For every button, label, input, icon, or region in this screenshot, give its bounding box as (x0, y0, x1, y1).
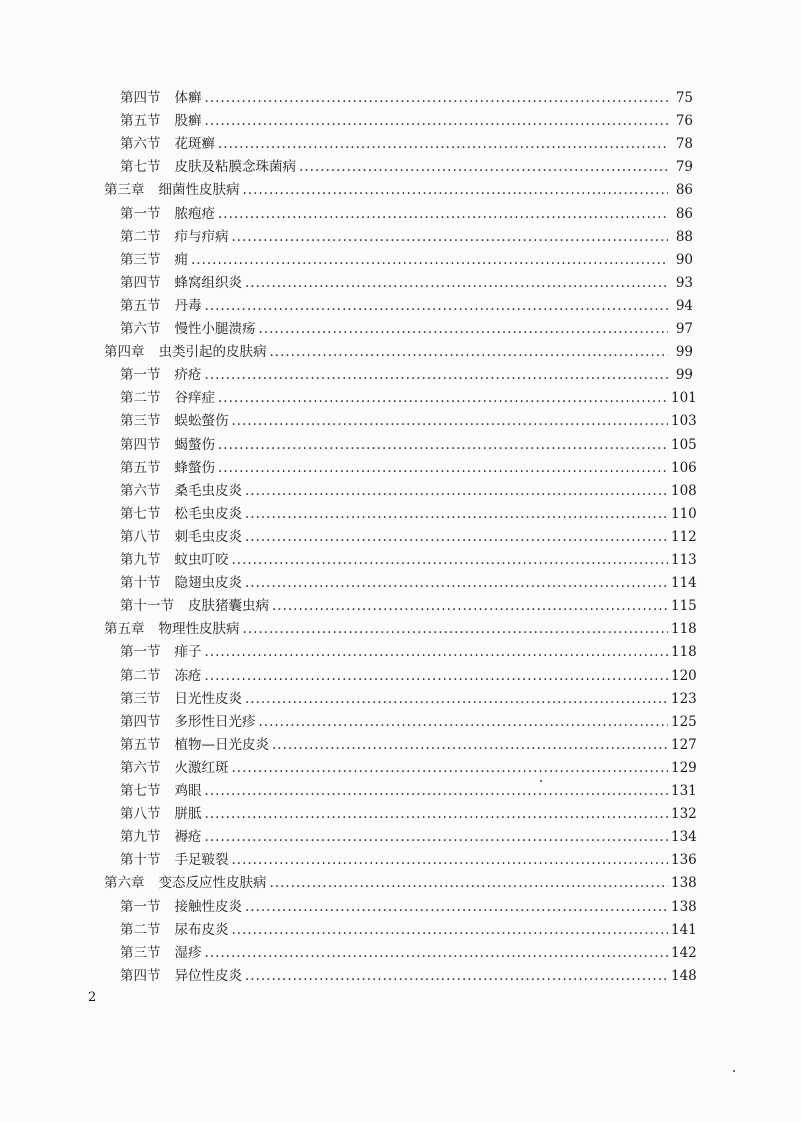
toc-section-row (120, 827, 697, 847)
toc-entry-number: 第六节 (120, 482, 161, 499)
toc-section-row (120, 758, 697, 778)
toc-section-row (120, 157, 693, 177)
toc-section-row (120, 273, 693, 293)
toc-section-row (120, 596, 697, 616)
toc-entry-number: 第四节 (120, 90, 161, 106)
toc-entry-page: 115 (671, 598, 697, 615)
toc-entry-page: 78 (675, 136, 693, 153)
toc-section-row (120, 296, 693, 316)
toc-entry-number: 第六节 (120, 321, 161, 337)
toc-leader-dots (272, 596, 668, 616)
toc-entry-title: 蜈蚣螫伤 (174, 413, 229, 430)
page-number: 2 (88, 990, 97, 1005)
toc-entry-number: 第五节 (120, 459, 161, 476)
toc-entry-page: 129 (671, 759, 697, 776)
toc-entry-number: 第八节 (120, 528, 161, 545)
toc-entry-page: 105 (671, 436, 697, 453)
toc-section-row (120, 642, 697, 662)
toc-section-row (120, 666, 697, 686)
toc-entry-page: 101 (671, 390, 697, 407)
toc-entry-page: 94 (675, 297, 693, 314)
toc-leader-dots (232, 411, 669, 431)
toc-entry-page: 125 (671, 713, 697, 730)
toc-entry-title: 松毛虫皮炎 (174, 505, 242, 522)
toc-entry-title: 异位性皮炎 (174, 967, 242, 984)
toc-section-row (120, 365, 693, 385)
toc-leader-dots (205, 827, 669, 847)
toc-entry-number: 第三章 (104, 182, 145, 199)
toc-entry-title: 皮肤及粘膜念珠菌病 (174, 159, 296, 176)
toc-chapter-row (104, 619, 697, 639)
toc-entry-page: 76 (675, 113, 693, 130)
toc-entry-page: 112 (671, 528, 697, 545)
toc-entry-number: 第四节 (120, 274, 161, 291)
toc-section-row (120, 712, 697, 732)
toc-entry-title: 变态反应性皮肤病 (158, 875, 267, 892)
scan-speck (733, 1070, 735, 1072)
toc-entry-title: 蜂窝组织炎 (174, 274, 242, 291)
toc-entry-title: 火激红斑 (174, 759, 229, 776)
toc-leader-dots (232, 550, 669, 570)
toc-entry-page: 131 (671, 783, 697, 799)
toc-entry-number: 第五章 (104, 621, 145, 638)
toc-entry-number: 第八节 (120, 806, 161, 823)
toc-leader-dots (218, 435, 668, 455)
toc-entry-title: 疖与疖病 (174, 228, 229, 245)
toc-entry-page: 123 (671, 690, 697, 707)
toc-entry-title: 股癣 (174, 113, 202, 130)
toc-entry-number: 第一节 (120, 644, 161, 661)
toc-entry-number: 第四节 (120, 436, 161, 453)
toc-entry-title: 痱子 (174, 644, 202, 661)
toc-entry-number: 第七节 (120, 505, 161, 522)
toc-section-row (120, 481, 697, 501)
toc-entry-title: 褥疮 (174, 829, 202, 846)
toc-section-row (120, 227, 693, 247)
toc-entry-number: 第九节 (120, 829, 161, 846)
toc-section-row (120, 435, 697, 455)
toc-entry-number: 第二节 (120, 921, 161, 938)
toc-entry-number: 第六章 (104, 875, 145, 892)
toc-leader-dots (270, 342, 669, 362)
toc-section-row (120, 943, 697, 963)
toc-leader-dots (245, 481, 668, 501)
toc-entry-number: 第二节 (120, 390, 161, 407)
toc-section-row (120, 411, 697, 431)
toc-entry-number: 第十一节 (120, 598, 174, 615)
toc-leader-dots (218, 204, 668, 224)
toc-leader-dots (245, 689, 668, 709)
toc-section-row (120, 850, 697, 870)
toc-leader-dots (218, 458, 668, 478)
scan-speck (540, 780, 542, 782)
toc-entry-page: 90 (675, 251, 693, 268)
toc-entry-page: 134 (671, 829, 697, 846)
toc-entry-page: 141 (671, 921, 697, 938)
toc-leader-dots (191, 250, 668, 270)
toc-leader-dots (205, 943, 669, 963)
toc-leader-dots (259, 712, 669, 732)
toc-leader-dots (205, 781, 669, 801)
toc-section-row (120, 204, 693, 224)
toc-entry-number: 第三节 (120, 251, 161, 268)
toc-entry-title: 多形性日光疹 (174, 713, 256, 730)
toc-leader-dots (205, 666, 669, 686)
toc-entry-title: 皮肤猪囊虫病 (188, 598, 269, 615)
toc-section-row (120, 920, 697, 940)
toc-entry-number: 第一节 (120, 205, 161, 222)
toc-entry-number: 第三节 (120, 690, 161, 707)
toc-leader-dots (259, 319, 669, 339)
toc-section-row (120, 550, 697, 570)
toc-entry-page: 86 (675, 182, 693, 199)
toc-leader-dots (205, 365, 669, 385)
toc-entry-title: 桑毛虫皮炎 (174, 482, 242, 499)
toc-entry-title: 胼胝 (174, 806, 202, 823)
toc-entry-number: 第二节 (120, 667, 161, 684)
toc-entry-title: 刺毛虫皮炎 (174, 528, 242, 545)
toc-entry-title: 物理性皮肤病 (158, 621, 240, 638)
toc-entry-title: 接触性皮炎 (174, 898, 242, 915)
toc-entry-page: 75 (675, 90, 693, 106)
toc-leader-dots (205, 111, 669, 131)
toc-section-row (120, 735, 697, 755)
toc-entry-number: 第五节 (120, 736, 161, 753)
toc-entry-page: 93 (675, 274, 693, 291)
toc-entry-title: 痈 (174, 251, 188, 268)
toc-section-row (120, 504, 697, 524)
toc-entry-number: 第四节 (120, 713, 161, 730)
toc-leader-dots (272, 735, 668, 755)
toc-entry-title: 虫类引起的皮肤病 (158, 344, 267, 361)
toc-entry-page: 99 (675, 367, 693, 384)
toc-entry-number: 第七节 (120, 783, 161, 799)
toc-entry-title: 脓疱疮 (174, 205, 215, 222)
toc-leader-dots (232, 920, 669, 940)
toc-entry-page: 118 (671, 621, 697, 638)
toc-leader-dots (205, 296, 669, 316)
toc-leader-dots (232, 758, 669, 778)
toc-entry-number: 第十节 (120, 852, 161, 869)
toc-leader-dots (243, 619, 669, 639)
toc-leader-dots (205, 642, 669, 662)
toc-leader-dots (245, 504, 668, 524)
toc-entry-number: 第六节 (120, 136, 161, 153)
toc-entry-page: 138 (671, 875, 697, 892)
toc-entry-number: 第四章 (104, 344, 145, 361)
toc-section-row (120, 966, 697, 986)
toc-section-row (120, 689, 697, 709)
toc-entry-page: 114 (671, 575, 697, 592)
toc-entry-title: 谷痒症 (174, 390, 215, 407)
toc-leader-dots (232, 227, 669, 247)
toc-entry-title: 细菌性皮肤病 (158, 182, 240, 199)
toc-entry-title: 手足皲裂 (174, 852, 229, 869)
toc-section-row (120, 458, 697, 478)
toc-chapter-row (104, 342, 693, 362)
toc-entry-page: 142 (671, 944, 697, 961)
toc-entry-page: 136 (671, 852, 697, 869)
toc-leader-dots (270, 873, 669, 893)
toc-entry-title: 日光性皮炎 (174, 690, 242, 707)
toc-entry-page: 127 (671, 736, 697, 753)
toc-entry-title: 冻疮 (174, 667, 202, 684)
toc-leader-dots (243, 180, 669, 200)
toc-entry-title: 蜂螫伤 (174, 459, 215, 476)
toc-entry-page: 79 (675, 159, 693, 176)
toc-entry-page: 113 (671, 552, 697, 568)
toc-entry-page: 97 (675, 321, 693, 337)
toc-entry-title: 鸡眼 (174, 783, 202, 799)
toc-entry-page: 148 (671, 967, 697, 984)
toc-entry-number: 第四节 (120, 967, 161, 984)
toc-section-row (120, 527, 697, 547)
toc-section-row (120, 88, 693, 108)
toc-entry-number: 第六节 (120, 759, 161, 776)
toc-entry-title: 丹毒 (174, 297, 202, 314)
toc-entry-title: 尿布皮炎 (174, 921, 229, 938)
toc-entry-title: 隐翅虫皮炎 (174, 575, 242, 592)
toc-entry-page: 99 (675, 344, 693, 361)
toc-entry-title: 花斑癣 (174, 136, 215, 153)
toc-entry-number: 第一节 (120, 898, 161, 915)
toc-section-row (120, 250, 693, 270)
toc-leader-dots (245, 573, 668, 593)
toc-entry-number: 第九节 (120, 552, 161, 568)
toc-leader-dots (245, 966, 668, 986)
toc-leader-dots (232, 850, 669, 870)
toc-entry-page: 120 (671, 667, 697, 684)
toc-entry-page: 106 (671, 459, 697, 476)
toc-entry-page: 138 (671, 898, 697, 915)
toc-section-row (120, 111, 693, 131)
toc-leader-dots (245, 527, 668, 547)
toc-section-row (120, 804, 697, 824)
toc-entry-title: 蝎螫伤 (174, 436, 215, 453)
toc-entry-page: 88 (675, 228, 693, 245)
toc-leader-dots (205, 88, 669, 108)
toc-leader-dots (218, 134, 668, 154)
toc-section-row (120, 134, 693, 154)
toc-entry-number: 第三节 (120, 413, 161, 430)
toc-entry-page: 108 (671, 482, 697, 499)
toc-entry-number: 第十节 (120, 575, 161, 592)
toc-entry-page: 132 (671, 806, 697, 823)
toc-leader-dots (218, 388, 668, 408)
toc-section-row (120, 319, 693, 339)
toc-entry-title: 体癣 (174, 90, 202, 106)
toc-entry-number: 第三节 (120, 944, 161, 961)
toc-entry-title: 慢性小腿溃疡 (174, 321, 256, 337)
toc-entry-number: 第二节 (120, 228, 161, 245)
toc-entry-page: 110 (671, 505, 697, 522)
toc-section-row (120, 388, 697, 408)
toc-chapter-row (104, 180, 693, 200)
toc-entry-page: 103 (671, 413, 697, 430)
toc-entry-page: 86 (675, 205, 693, 222)
toc-leader-dots (205, 804, 669, 824)
toc-entry-page: 118 (671, 644, 697, 661)
toc-entry-number: 第五节 (120, 297, 161, 314)
toc-entry-title: 疥疮 (174, 367, 202, 384)
toc-section-row (120, 897, 697, 917)
toc-entry-title: 湿疹 (174, 944, 202, 961)
toc-section-row (120, 573, 697, 593)
toc-entry-number: 第五节 (120, 113, 161, 130)
toc-section-row (120, 781, 697, 801)
toc-leader-dots (245, 273, 668, 293)
toc-entry-number: 第一节 (120, 367, 161, 384)
toc-chapter-row (104, 873, 697, 893)
toc-entry-title: 蚊虫叮咬 (174, 552, 229, 568)
toc-entry-title: 植物—日光皮炎 (174, 736, 269, 753)
toc-leader-dots (299, 157, 668, 177)
toc-leader-dots (245, 897, 668, 917)
toc-entry-number: 第七节 (120, 159, 161, 176)
